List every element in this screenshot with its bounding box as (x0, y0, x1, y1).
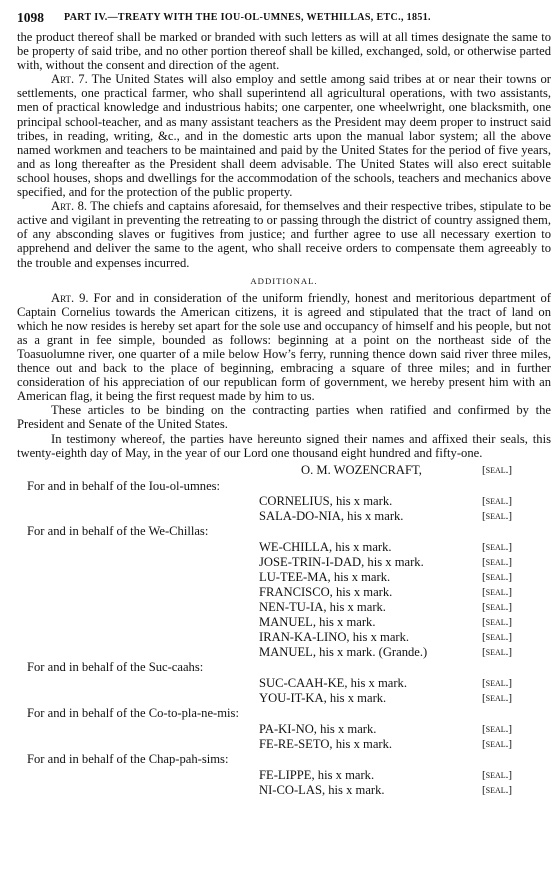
signer-seal: [seal.] (482, 570, 513, 583)
signer-seal: [seal.] (482, 691, 513, 704)
group-heading: For and in behalf of the Iou-ol-umnes: (27, 478, 221, 493)
article-9-label: Art. 9. (51, 290, 89, 305)
signer-name: WE-CHILLA, his x mark. (259, 539, 392, 554)
signer-name: SALA-DO-NIA, his x mark. (259, 508, 404, 523)
signer-name: JOSE-TRIN-I-DAD, his x mark. (259, 554, 424, 569)
signer-seal: [seal.] (482, 555, 513, 568)
signer-seal: [seal.] (482, 722, 513, 735)
signer-seal: [seal.] (482, 494, 513, 507)
signer-seal: [seal.] (482, 509, 513, 522)
signer-name: MANUEL, his x mark. (Grande.) (259, 644, 428, 659)
signer-name: MANUEL, his x mark. (259, 614, 376, 629)
signer-name: FE-LIPPE, his x mark. (259, 767, 375, 782)
article-9 (17, 291, 551, 404)
signature-block (17, 460, 551, 868)
testimony-paragraph: In testimony whereof, the parties have hereunto signed their names and affixed their seals, this twenty-eighth day of May, in the year of our Lord one thousand eight hundred and fifty-one. (17, 431, 551, 460)
article-9-text: For and in consideration of the uniform friendly, honest and meritorious department of Captain Cornelius towards the American citizens, it is agreed and stipulated that the tract of land on which he now resides is hereby set apart for the sole use and occupancy of himself and his people, but not as a grant in fee simple, bounded as follows: beginning at a point on the northeast side of the Toasuolumne river, one quarter of a mile below How’s ferry, running thence down said river three miles, thence out and back to the place of beginning, embracing a square of three miles; and in further consideration of his appreciation of our republican form of government, we hereby present him with an American flag, it being the first request made by him to us. (17, 290, 551, 404)
group-heading: For and in behalf of the Chap-pah-sims: (27, 751, 229, 766)
signer-name: NEN-TU-IA, his x mark. (259, 599, 386, 614)
article-7-label: Art. 7. (51, 72, 88, 87)
commissioner-name: O. M. WOZENCRAFT, (301, 462, 422, 477)
document-page (17, 8, 551, 868)
signer-name: FE-RE-SETO, his x mark. (259, 736, 393, 751)
signer-name: LU-TEE-MA, his x mark. (259, 569, 391, 584)
signer-seal: [seal.] (482, 645, 513, 658)
signer-seal: [seal.] (482, 615, 513, 628)
article-8-label: Art. 8. (51, 199, 88, 214)
signer-seal: [seal.] (482, 768, 513, 781)
article-7 (17, 72, 551, 199)
signer-seal: [seal.] (482, 630, 513, 643)
signer-name: CORNELIUS, his x mark. (259, 493, 393, 508)
signer-seal: [seal.] (482, 676, 513, 689)
signer-name: YOU-IT-KA, his x mark. (259, 690, 387, 705)
article-8 (17, 199, 551, 269)
group-heading: For and in behalf of the Suc-caahs: (27, 659, 204, 674)
running-title: PART IV.—TREATY WITH THE IOU-OL-UMNES, WETHILLAS, ETC., 1851. (64, 12, 431, 23)
signer-seal: [seal.] (482, 585, 513, 598)
additional-heading: ADDITIONAL. (250, 275, 318, 286)
group-heading: For and in behalf of the We-Chillas: (27, 523, 209, 538)
signer-name: FRANCISCO, his x mark. (259, 584, 393, 599)
page-number: 1098 (17, 10, 44, 25)
signer-seal: [seal.] (482, 540, 513, 553)
group-heading: For and in behalf of the Co-to-pla-ne-mis: (27, 705, 239, 720)
signer-seal: [seal.] (482, 600, 513, 613)
signer-name: NI-CO-LAS, his x mark. (259, 782, 385, 797)
signer-name: IRAN-KA-LINO, his x mark. (259, 629, 410, 644)
signer-name: SUC-CAAH-KE, his x mark. (259, 675, 407, 690)
page-header (17, 8, 551, 30)
signer-seal: [seal.] (482, 737, 513, 750)
paragraph-continuation: the product thereof shall be marked or branded with such letters as will at all times designate the same to be property of said tribe, and no other portion thereof shall be killed, exchanged, sold, or otherwise parted with, without the consent and direction of the agent. (17, 30, 551, 73)
binding-paragraph: These articles to be binding on the contracting parties when ratified and confirmed by the President and Senate of the United States. (17, 403, 551, 432)
commissioner-seal: [seal.] (482, 463, 513, 476)
signer-seal: [seal.] (482, 783, 513, 796)
article-8-text: The chiefs and captains aforesaid, for themselves and their respective tribes, stipulate to be active and vigilant in preventing the retreating to or passing through the district of country assigned them, of any absconding slaves or fugitives from justice; and further agree to use all necessary exertion to apprehend and deliver the same to the agent, who shall receive orders to compensate them agreeably to the trouble and expenses incurred. (17, 199, 551, 270)
article-7-text: The United States will also employ and settle among said tribes at or near their towns or settlements, one practical farmer, who shall superintend all agricultural operations, with two assistants, men of practical knowledge and industrious habits; one carpenter, one wheelwright, one blacksmith, one principal school-teacher, and as many assistant teachers as the President may deem proper to instruct said tribes, in reading, writing, &c., and in the domestic arts upon the manual labor system; all the above named workmen and teachers to be maintained and paid by the United States for the period of five years, and as long thereafter as the President shall deem advisable. The United States will also erect suitable school houses, shops and dwellings for the accommodation of the schools, teachers and mechanics above specified, and for the protection of the public property. (17, 72, 551, 200)
signer-name: PA-KI-NO, his x mark. (259, 721, 377, 736)
